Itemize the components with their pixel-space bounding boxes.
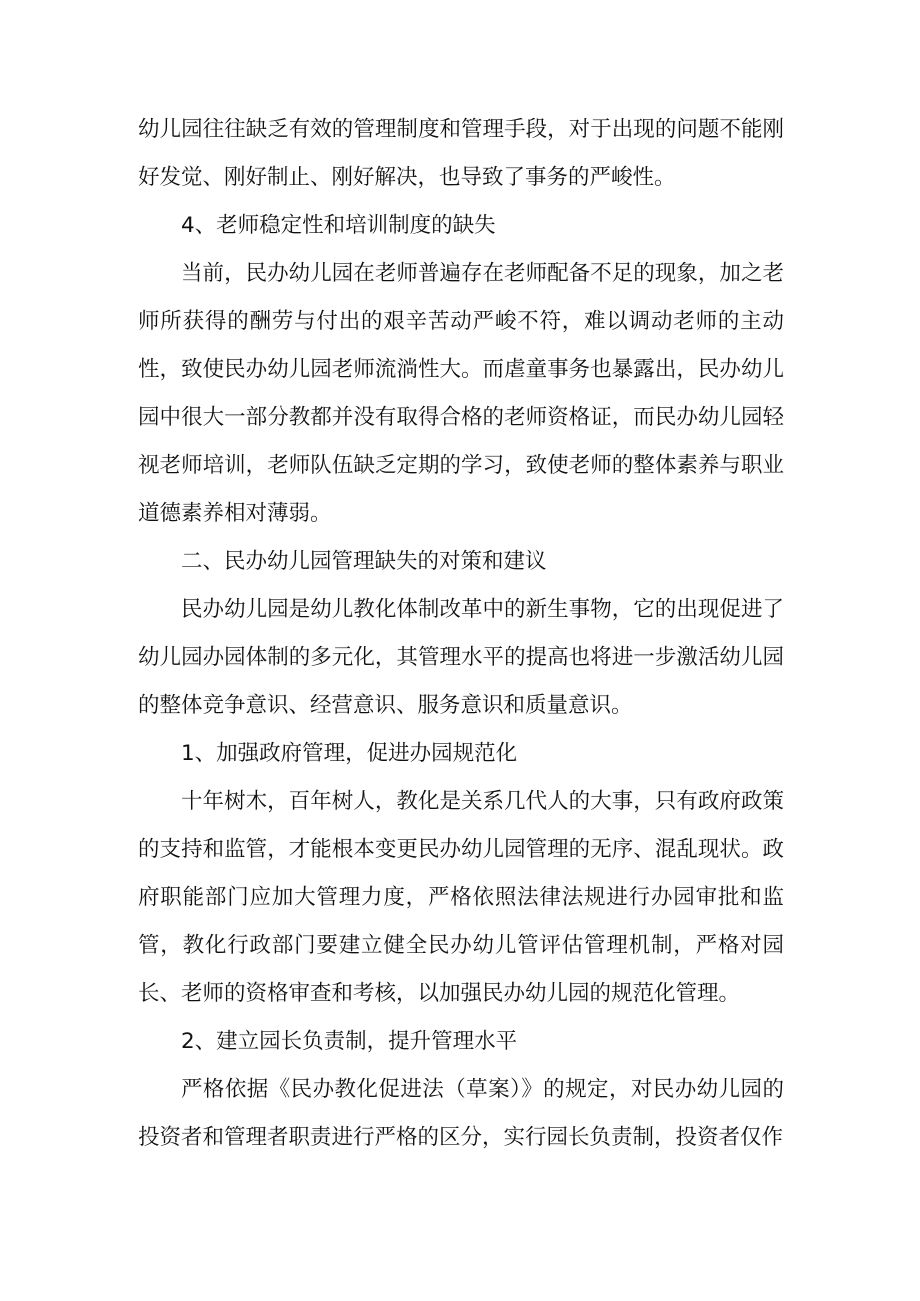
paragraph-director-responsibility: 严格依据《民办教化促进法（草案）》的规定，对民办幼儿园的投资者和管理者职责进行严格的区分，实行园长负责制，投资者仅作	[138, 1077, 784, 1150]
document-body	[138, 106, 784, 1162]
paragraph-continuation: 幼儿园往往缺乏有效的管理制度和管理手段，对于出现的问题不能刚好发觉、刚好制止、刚好解决，也导致了事务的严峻性。	[138, 117, 784, 190]
paragraph-government-management: 十年树木，百年树人，教化是关系几代人的大事，只有政府政策的支持和监管，才能根本变更民办幼儿园管理的无序、混乱现状。政府职能部门应加大管理力度，严格依照法律法规进行办园审批和监管，教化行政部门要建立健全民办幼儿管评估管理机制，严格对园长、老师的资格审查和考核，以加强民办幼儿园的规范化管理。	[138, 789, 784, 1006]
paragraph-teacher-stability: 当前，民办幼儿园在老师普遍存在老师配备不足的现象，加之老师所获得的酬劳与付出的艰辛苦动严峻不符，难以调动老师的主动性，致使民办幼儿园老师流淌性大。而虐童事务也暴露出，民办幼儿园中很大一部分教都并没有取得合格的老师资格证，而民办幼儿园轻视老师培训，老师队伍缺乏定期的学习，致使老师的整体素养与职业道德素养相对薄弱。	[138, 261, 784, 526]
section-heading-4: 4、老师稳定性和培训制度的缺失	[181, 213, 496, 238]
section-heading-1: 1、加强政府管理，促进办园规范化	[181, 741, 518, 766]
section-heading-countermeasures: 二、民办幼儿园管理缺失的对策和建议	[181, 549, 547, 574]
paragraph-private-kindergarten-intro: 民办幼儿园是幼儿教化体制改革中的新生事物，它的出现促进了幼儿园办园体制的多元化，其管理水平的提高也将进一步激活幼儿园的整体竞争意识、经营意识、服务意识和质量意识。	[138, 597, 784, 718]
section-heading-2: 2、建立园长负责制，提升管理水平	[181, 1029, 518, 1054]
